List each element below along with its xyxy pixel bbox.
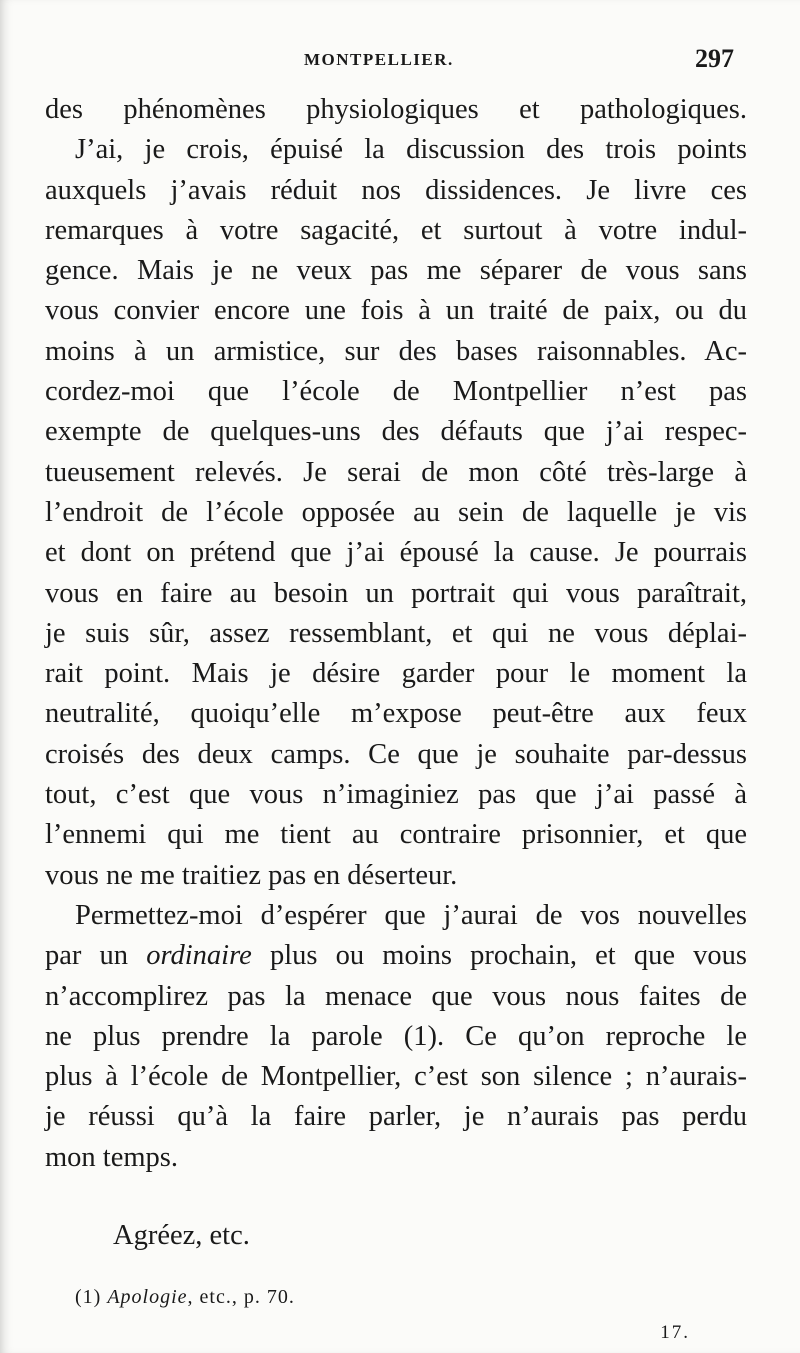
text-line: je réussi qu’à la faire parler, je n’aurais pas perdu: [45, 1101, 747, 1133]
page-number: 297: [695, 44, 734, 73]
body-text: [45, 90, 747, 1178]
text-line: vous ne me traitiez pas en déserteur.: [45, 859, 458, 891]
text-line: moins à un armistice, sur des bases raisonnables. Ac-: [45, 335, 747, 367]
page-header: [48, 44, 734, 78]
text-line: rait point. Mais je désire garder pour le moment la: [45, 658, 747, 690]
text-line: J’ai, je crois, épuisé la discussion des trois points: [75, 134, 747, 166]
text-line: gence. Mais je ne veux pas me séparer de vous sans: [45, 255, 747, 287]
text-line: auxquels j’avais réduit nos dissidences. Je livre ces: [45, 174, 747, 206]
closing-salutation: Agréez, etc.: [113, 1220, 250, 1251]
signature-mark: 17.: [660, 1322, 690, 1343]
text-line-with-italic: [45, 936, 747, 976]
text-line: je suis sûr, assez ressemblant, et qui ne vous déplai-: [45, 617, 747, 649]
text-line: plus à l’école de Montpellier, c’est son silence ; n’aurais-: [45, 1061, 747, 1093]
text-line: tueusement relevés. Je serai de mon côté très-large à: [45, 456, 747, 488]
text-line: mon temps.: [45, 1141, 178, 1173]
italic-word: ordinaire: [146, 940, 252, 972]
footnote-title: Apologie: [107, 1286, 188, 1308]
text-line: remarques à votre sagacité, et surtout à votre indul-: [45, 214, 747, 246]
text-line: n’accomplirez pas la menace que vous nous faites de: [45, 980, 747, 1012]
text-line: ne plus prendre la parole (1). Ce qu’on reproche le: [45, 1020, 747, 1052]
text-segment: par un: [45, 940, 147, 972]
text-line: neutralité, quoiqu’elle m’expose peut-être aux feux: [45, 698, 747, 730]
text-segment: plus ou moins prochain, et que vous: [251, 940, 747, 972]
text-line: cordez-moi que l’école de Montpellier n’est pas: [45, 376, 747, 408]
text-line: l’ennemi qui me tient au contraire prisonnier, et que: [45, 819, 747, 851]
text-line: l’endroit de l’école opposée au sein de laquelle je vis: [45, 496, 747, 528]
text-line: tout, c’est que vous n’imaginiez pas que j’ai passé à: [45, 779, 747, 811]
text-line: des phénomènes physiologiques et pathologiques.: [45, 94, 747, 125]
text-line: exempte de quelques-uns des défauts que j’ai respec-: [45, 416, 747, 448]
text-line: Permettez-moi d’espérer que j’aurai de vos nouvelles: [75, 899, 747, 931]
text-line: croisés des deux camps. Ce que je souhaite par-dessus: [45, 738, 747, 770]
text-line: vous convier encore une fois à un traité de paix, ou du: [45, 295, 747, 327]
text-line: et dont on prétend que j’ai épousé la cause. Je pourrais: [45, 537, 747, 569]
footnote-marker: (1): [75, 1286, 108, 1308]
footnote: [75, 1286, 295, 1309]
footnote-rest: , etc., p. 70.: [187, 1286, 295, 1308]
running-title: MONTPELLIER.: [304, 50, 454, 69]
text-line: vous en faire au besoin un portrait qui vous paraîtrait,: [45, 577, 747, 609]
